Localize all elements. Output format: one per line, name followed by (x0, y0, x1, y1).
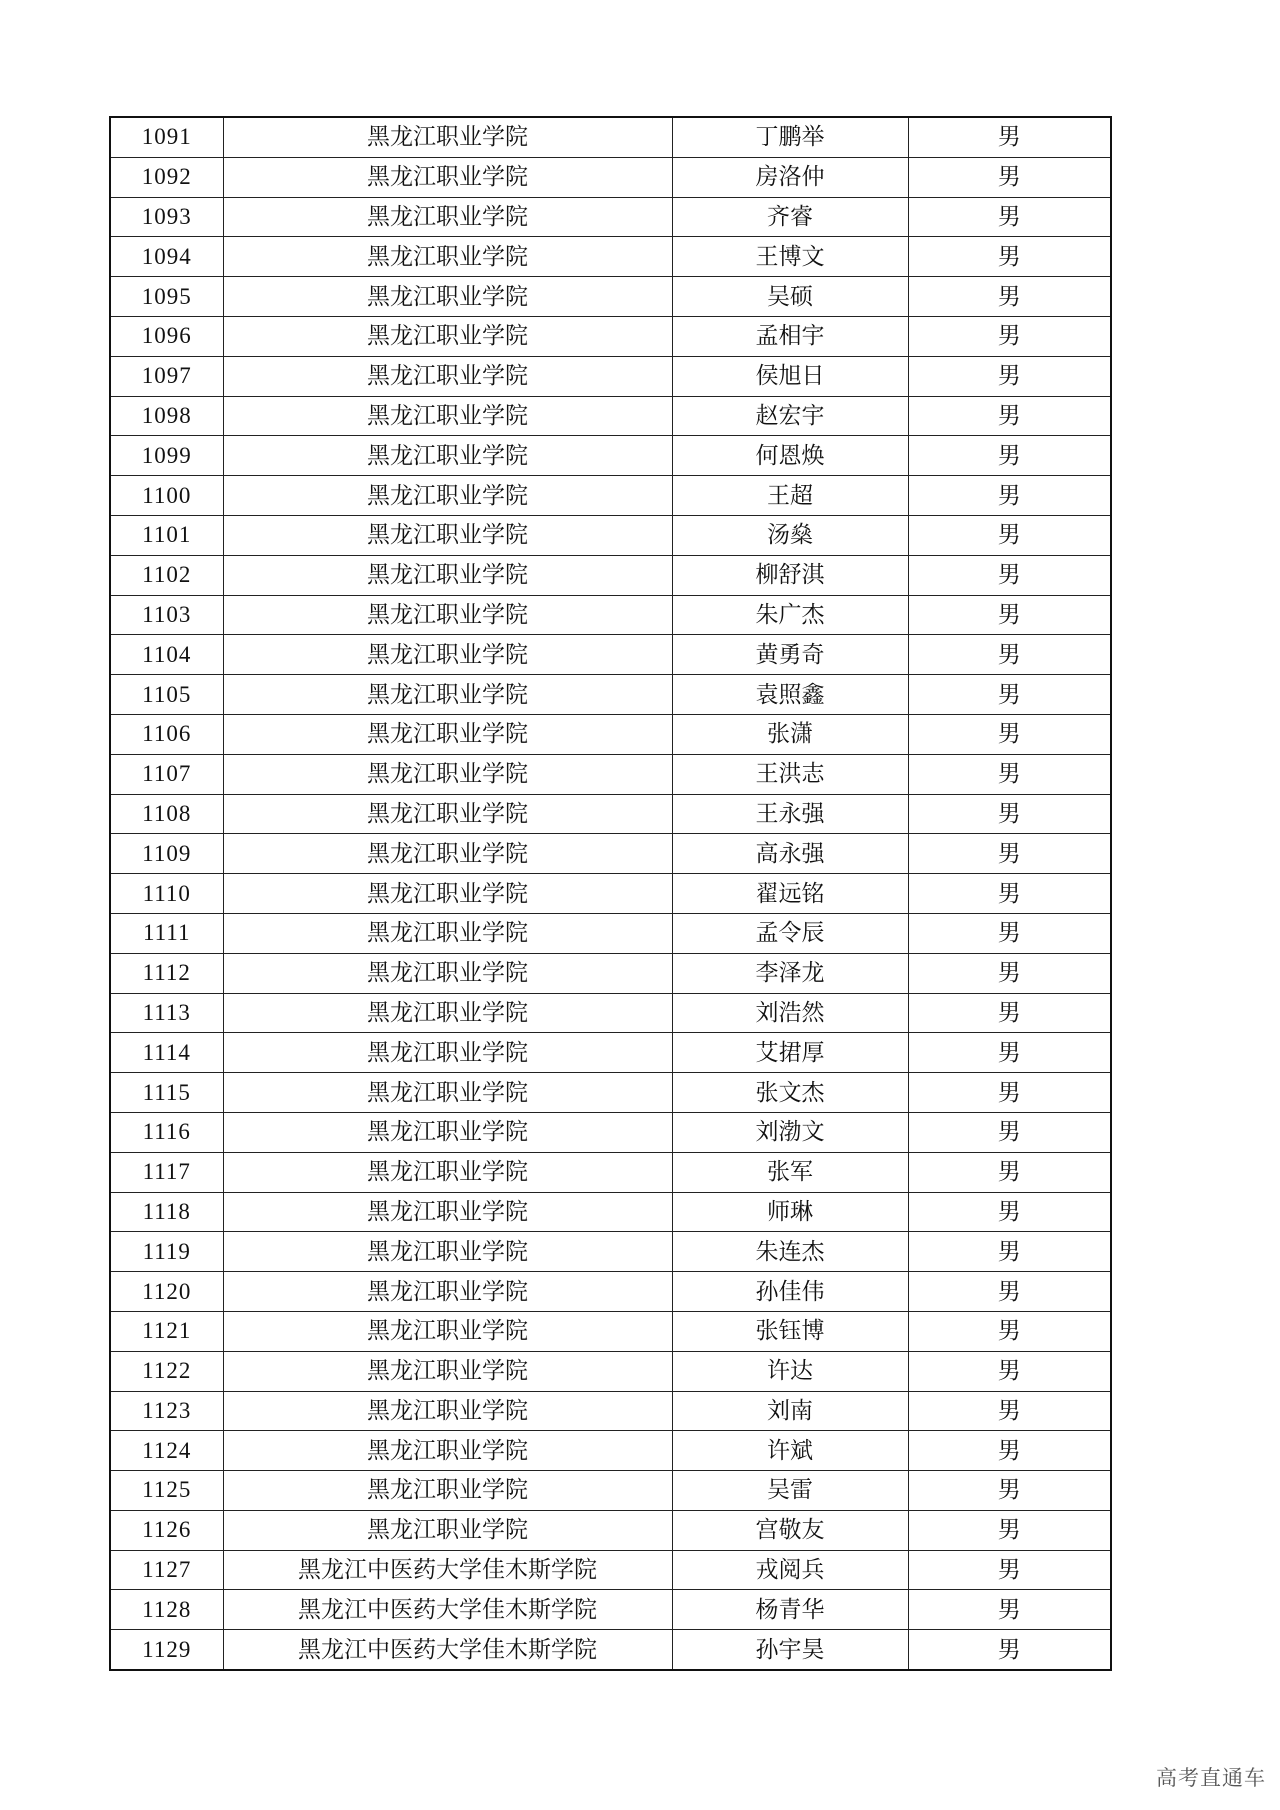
cell-sex: 男 (908, 953, 1111, 993)
cell-sex: 男 (908, 1311, 1111, 1351)
cell-school: 黑龙江职业学院 (223, 197, 672, 237)
table-row (110, 1311, 1111, 1351)
cell-number: 1103 (110, 595, 223, 635)
table-row (110, 1431, 1111, 1471)
cell-number: 1106 (110, 714, 223, 754)
table-row (110, 874, 1111, 914)
cell-number: 1104 (110, 635, 223, 675)
cell-number: 1102 (110, 555, 223, 595)
cell-name: 艾捃厚 (672, 1033, 908, 1073)
cell-number: 1110 (110, 874, 223, 914)
cell-name: 张钰博 (672, 1311, 908, 1351)
cell-school: 黑龙江职业学院 (223, 1272, 672, 1312)
cell-sex: 男 (908, 197, 1111, 237)
cell-number: 1125 (110, 1471, 223, 1511)
cell-number: 1105 (110, 675, 223, 715)
cell-sex: 男 (908, 1073, 1111, 1113)
table-row (110, 197, 1111, 237)
cell-school: 黑龙江职业学院 (223, 1192, 672, 1232)
cell-name: 柳舒淇 (672, 555, 908, 595)
cell-number: 1127 (110, 1550, 223, 1590)
watermark-text: 高考直通车 (1156, 1766, 1266, 1790)
table-row (110, 834, 1111, 874)
cell-name: 黄勇奇 (672, 635, 908, 675)
cell-number: 1091 (110, 117, 223, 157)
cell-school: 黑龙江职业学院 (223, 1112, 672, 1152)
cell-name: 孟令辰 (672, 913, 908, 953)
table-row (110, 1112, 1111, 1152)
cell-sex: 男 (908, 874, 1111, 914)
cell-school: 黑龙江职业学院 (223, 515, 672, 555)
table-row (110, 754, 1111, 794)
cell-name: 刘渤文 (672, 1112, 908, 1152)
cell-school: 黑龙江职业学院 (223, 1152, 672, 1192)
cell-number: 1100 (110, 476, 223, 516)
cell-name: 吴雷 (672, 1471, 908, 1511)
table-row (110, 993, 1111, 1033)
cell-school: 黑龙江职业学院 (223, 1431, 672, 1471)
cell-number: 1114 (110, 1033, 223, 1073)
cell-sex: 男 (908, 794, 1111, 834)
table-row (110, 1630, 1111, 1670)
cell-school: 黑龙江职业学院 (223, 1351, 672, 1391)
cell-name: 房洛仲 (672, 157, 908, 197)
cell-name: 宫敬友 (672, 1510, 908, 1550)
cell-sex: 男 (908, 237, 1111, 277)
cell-school: 黑龙江职业学院 (223, 476, 672, 516)
cell-number: 1095 (110, 277, 223, 317)
table-row (110, 1192, 1111, 1232)
table-row (110, 635, 1111, 675)
table-row (110, 1550, 1111, 1590)
table-row (110, 1510, 1111, 1550)
cell-sex: 男 (908, 595, 1111, 635)
cell-number: 1117 (110, 1152, 223, 1192)
table-row (110, 157, 1111, 197)
cell-sex: 男 (908, 436, 1111, 476)
cell-school: 黑龙江职业学院 (223, 1232, 672, 1272)
cell-number: 1124 (110, 1431, 223, 1471)
table-row (110, 1590, 1111, 1630)
cell-school: 黑龙江职业学院 (223, 436, 672, 476)
cell-name: 许斌 (672, 1431, 908, 1471)
cell-number: 1123 (110, 1391, 223, 1431)
cell-name: 翟远铭 (672, 874, 908, 914)
cell-number: 1115 (110, 1073, 223, 1113)
cell-sex: 男 (908, 1033, 1111, 1073)
cell-number: 1097 (110, 356, 223, 396)
cell-sex: 男 (908, 1431, 1111, 1471)
table-row (110, 237, 1111, 277)
cell-name: 王永强 (672, 794, 908, 834)
cell-number: 1096 (110, 316, 223, 356)
cell-sex: 男 (908, 1272, 1111, 1312)
table-row (110, 1073, 1111, 1113)
table-row (110, 953, 1111, 993)
cell-school: 黑龙江职业学院 (223, 953, 672, 993)
cell-name: 朱广杰 (672, 595, 908, 635)
cell-sex: 男 (908, 913, 1111, 953)
cell-number: 1121 (110, 1311, 223, 1351)
cell-number: 1111 (110, 913, 223, 953)
cell-name: 孟相宇 (672, 316, 908, 356)
cell-number: 1122 (110, 1351, 223, 1391)
table-row (110, 476, 1111, 516)
cell-number: 1120 (110, 1272, 223, 1312)
cell-sex: 男 (908, 1351, 1111, 1391)
cell-school: 黑龙江职业学院 (223, 316, 672, 356)
table-row (110, 714, 1111, 754)
cell-school: 黑龙江职业学院 (223, 675, 672, 715)
cell-name: 何恩焕 (672, 436, 908, 476)
table-row (110, 1152, 1111, 1192)
cell-sex: 男 (908, 834, 1111, 874)
cell-number: 1093 (110, 197, 223, 237)
cell-name: 王博文 (672, 237, 908, 277)
cell-sex: 男 (908, 515, 1111, 555)
cell-number: 1101 (110, 515, 223, 555)
cell-number: 1092 (110, 157, 223, 197)
table-row (110, 794, 1111, 834)
table-row (110, 1033, 1111, 1073)
cell-school: 黑龙江职业学院 (223, 157, 672, 197)
cell-name: 丁鹏举 (672, 117, 908, 157)
cell-school: 黑龙江职业学院 (223, 1311, 672, 1351)
cell-name: 袁照鑫 (672, 675, 908, 715)
cell-school: 黑龙江职业学院 (223, 1510, 672, 1550)
cell-number: 1113 (110, 993, 223, 1033)
table-row (110, 1391, 1111, 1431)
cell-name: 汤燊 (672, 515, 908, 555)
cell-school: 黑龙江职业学院 (223, 913, 672, 953)
cell-sex: 男 (908, 1550, 1111, 1590)
cell-sex: 男 (908, 1112, 1111, 1152)
cell-school: 黑龙江职业学院 (223, 396, 672, 436)
cell-sex: 男 (908, 1391, 1111, 1431)
cell-sex: 男 (908, 1192, 1111, 1232)
cell-sex: 男 (908, 635, 1111, 675)
table-row (110, 913, 1111, 953)
cell-name: 刘浩然 (672, 993, 908, 1033)
cell-number: 1126 (110, 1510, 223, 1550)
cell-name: 吴硕 (672, 277, 908, 317)
cell-number: 1118 (110, 1192, 223, 1232)
table-row (110, 396, 1111, 436)
cell-school: 黑龙江中医药大学佳木斯学院 (223, 1630, 672, 1670)
cell-name: 刘南 (672, 1391, 908, 1431)
cell-sex: 男 (908, 396, 1111, 436)
cell-school: 黑龙江职业学院 (223, 555, 672, 595)
cell-name: 杨青华 (672, 1590, 908, 1630)
roster-body (110, 117, 1111, 1670)
cell-name: 孙佳伟 (672, 1272, 908, 1312)
table-row (110, 675, 1111, 715)
cell-sex: 男 (908, 754, 1111, 794)
cell-school: 黑龙江职业学院 (223, 635, 672, 675)
table-row (110, 1272, 1111, 1312)
table-row (110, 436, 1111, 476)
table-row (110, 1232, 1111, 1272)
cell-name: 戎阅兵 (672, 1550, 908, 1590)
cell-school: 黑龙江职业学院 (223, 237, 672, 277)
cell-sex: 男 (908, 993, 1111, 1033)
cell-name: 孙宇昊 (672, 1630, 908, 1670)
cell-name: 齐睿 (672, 197, 908, 237)
cell-school: 黑龙江职业学院 (223, 993, 672, 1033)
cell-school: 黑龙江职业学院 (223, 1073, 672, 1113)
cell-number: 1119 (110, 1232, 223, 1272)
cell-school: 黑龙江职业学院 (223, 714, 672, 754)
cell-sex: 男 (908, 117, 1111, 157)
cell-sex: 男 (908, 675, 1111, 715)
cell-number: 1098 (110, 396, 223, 436)
cell-school: 黑龙江职业学院 (223, 277, 672, 317)
cell-sex: 男 (908, 316, 1111, 356)
cell-sex: 男 (908, 1232, 1111, 1272)
table-row (110, 1471, 1111, 1511)
cell-sex: 男 (908, 1471, 1111, 1511)
cell-school: 黑龙江职业学院 (223, 794, 672, 834)
cell-name: 李泽龙 (672, 953, 908, 993)
cell-name: 张军 (672, 1152, 908, 1192)
cell-school: 黑龙江职业学院 (223, 595, 672, 635)
cell-school: 黑龙江职业学院 (223, 834, 672, 874)
table-row (110, 595, 1111, 635)
cell-name: 侯旭日 (672, 356, 908, 396)
cell-sex: 男 (908, 714, 1111, 754)
cell-school: 黑龙江职业学院 (223, 356, 672, 396)
cell-name: 张潇 (672, 714, 908, 754)
cell-number: 1099 (110, 436, 223, 476)
cell-school: 黑龙江职业学院 (223, 1471, 672, 1511)
cell-name: 朱连杰 (672, 1232, 908, 1272)
cell-sex: 男 (908, 1152, 1111, 1192)
cell-name: 王超 (672, 476, 908, 516)
cell-name: 赵宏宇 (672, 396, 908, 436)
table-row (110, 277, 1111, 317)
cell-number: 1094 (110, 237, 223, 277)
cell-sex: 男 (908, 1590, 1111, 1630)
cell-school: 黑龙江职业学院 (223, 1033, 672, 1073)
cell-name: 高永强 (672, 834, 908, 874)
cell-sex: 男 (908, 1510, 1111, 1550)
cell-sex: 男 (908, 555, 1111, 595)
cell-number: 1109 (110, 834, 223, 874)
cell-name: 师琳 (672, 1192, 908, 1232)
table-row (110, 1351, 1111, 1391)
cell-school: 黑龙江职业学院 (223, 1391, 672, 1431)
cell-number: 1116 (110, 1112, 223, 1152)
cell-sex: 男 (908, 277, 1111, 317)
cell-school: 黑龙江中医药大学佳木斯学院 (223, 1590, 672, 1630)
cell-name: 张文杰 (672, 1073, 908, 1113)
table-row (110, 356, 1111, 396)
cell-number: 1112 (110, 953, 223, 993)
cell-number: 1107 (110, 754, 223, 794)
cell-name: 王洪志 (672, 754, 908, 794)
table-row (110, 117, 1111, 157)
cell-number: 1129 (110, 1630, 223, 1670)
cell-school: 黑龙江中医药大学佳木斯学院 (223, 1550, 672, 1590)
cell-sex: 男 (908, 476, 1111, 516)
cell-school: 黑龙江职业学院 (223, 874, 672, 914)
cell-school: 黑龙江职业学院 (223, 754, 672, 794)
cell-sex: 男 (908, 1630, 1111, 1670)
cell-sex: 男 (908, 356, 1111, 396)
cell-school: 黑龙江职业学院 (223, 117, 672, 157)
cell-number: 1108 (110, 794, 223, 834)
table-row (110, 555, 1111, 595)
table-row (110, 515, 1111, 555)
table-row (110, 316, 1111, 356)
cell-name: 许达 (672, 1351, 908, 1391)
cell-sex: 男 (908, 157, 1111, 197)
cell-number: 1128 (110, 1590, 223, 1630)
roster-table (109, 116, 1112, 1671)
